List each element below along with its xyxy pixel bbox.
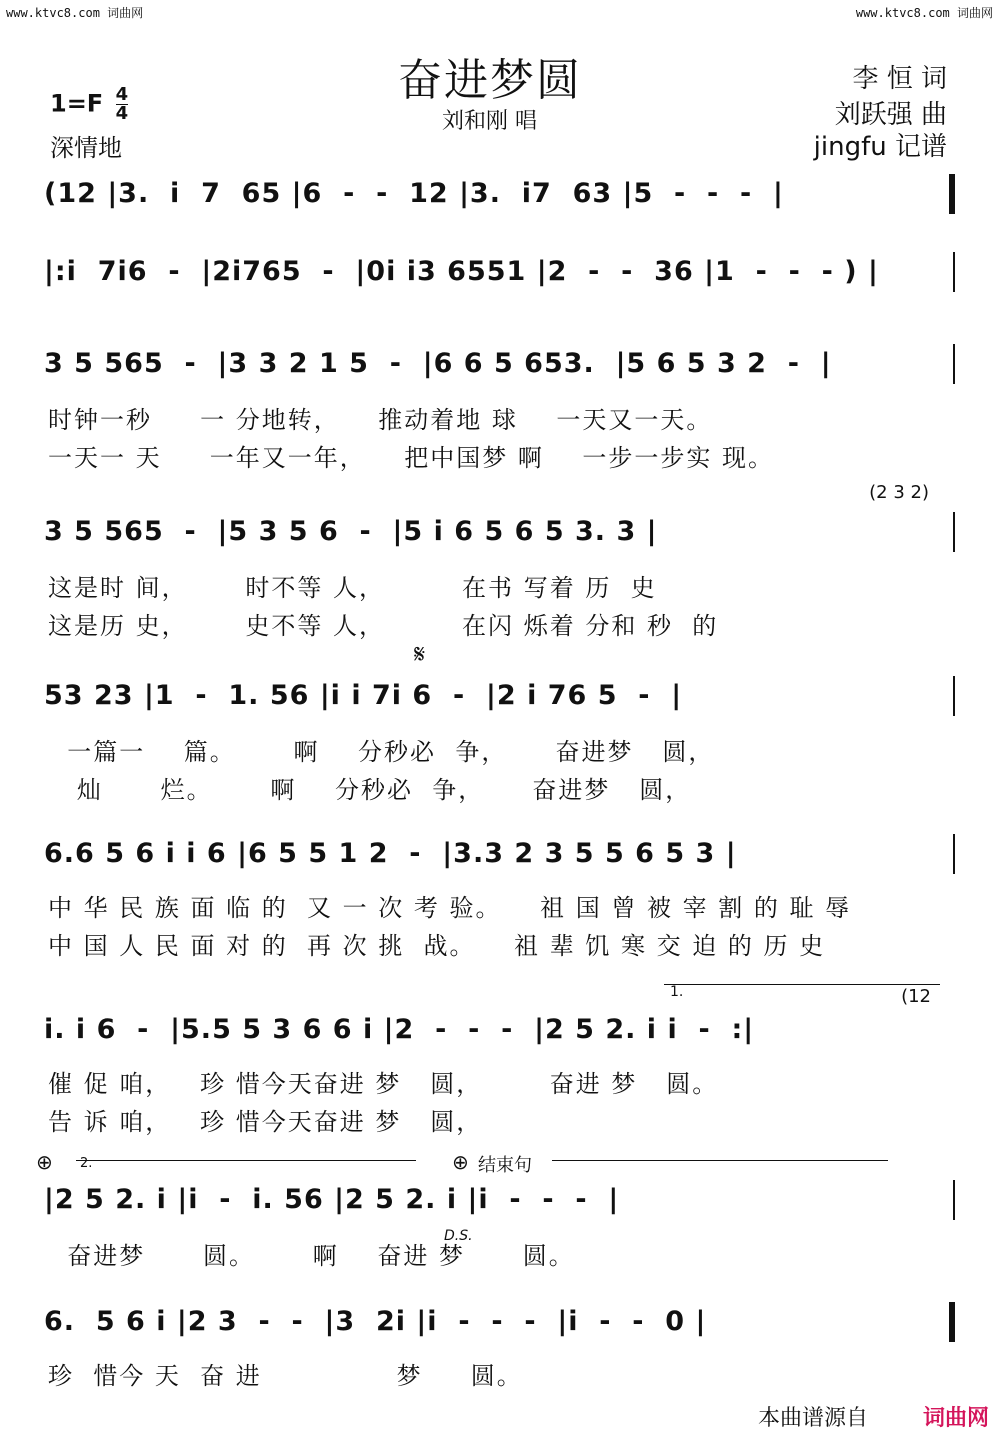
- coda-icon: ⊕: [36, 1150, 53, 1174]
- lyric-line-2: 一天一 天 一年又一年， 把中国梦 啊 一步一步实 现。: [48, 444, 775, 472]
- time-denominator: 4: [115, 103, 129, 124]
- tuplet-mark: (2 3 2): [869, 482, 929, 503]
- barline: [949, 174, 955, 214]
- segno-icon: 𝄋: [414, 640, 426, 670]
- coda-line: [552, 1160, 888, 1161]
- lyric-line-1: 中 华 民 族 面 临 的 又 一 次 考 验。 祖 国 曾 被 宰 割 的 耻 辱: [48, 894, 852, 922]
- lyric-line-2: 这是历 史， 史不等 人， 在闪 烁着 分和 秒 的: [48, 612, 719, 640]
- notation-line: (12 |3. i 7 65 |6 - - 12 |3. i7 63 |5 - - - |: [44, 178, 784, 209]
- final-barline: [949, 1302, 955, 1342]
- notation-line: 3 5 565 - |3 3 2 1 5 - |6 6 5 653. |5 6 5 3 2 - |: [44, 348, 832, 379]
- lyric-line-1: 时钟一秒 一 分地转， 推动着地 球 一天又一天。: [48, 406, 713, 434]
- lyric-line-1: 这是时 间， 时不等 人， 在书 写着 历 史: [48, 574, 657, 602]
- barline: [953, 834, 955, 874]
- da-segno-mark: D.S.: [444, 1228, 473, 1244]
- transcriber-credit: jingfu 记谱: [813, 132, 947, 162]
- lyric-line-1: 一篇一 篇。 啊 分秒必 争， 奋进梦 圆，: [48, 738, 715, 766]
- volta-bracket: [664, 984, 940, 985]
- barline: [953, 676, 955, 716]
- lyric-line-1: 奋进梦 圆。 啊 奋进 梦 圆。: [48, 1242, 575, 1270]
- ending-label: 结束句: [478, 1155, 532, 1176]
- notation-line: 6.6 5 6 i i 6 |6 5 5 1 2 - |3.3 2 3 5 5 6 5 3 |: [44, 838, 737, 869]
- time-numerator: 4: [115, 84, 129, 105]
- singer-credit: 刘和刚 唱: [442, 109, 537, 134]
- notation-line: |:i 7i6 - |2i765 - |0i i3 6551 |2 - - 36 |1 - - - ) |: [44, 256, 879, 287]
- notation-line: i. i 6 - |5.5 5 3 6 6 i |2 - - - |2 5 2. i i - :|: [44, 1014, 755, 1045]
- lyric-line-2: 灿 烂。 啊 分秒必 争， 奋进梦 圆，: [48, 776, 692, 804]
- song-title: 奋进梦圆: [398, 55, 582, 106]
- lyric-line-1: 催 促 咱， 珍 惜今天奋进 梦 圆， 奋进 梦 圆。: [48, 1070, 719, 1098]
- notation-line: 6. 5 6 i |2 3 - - |3 2i |i - - - |i - - 0 |: [44, 1306, 707, 1337]
- lyric-line-2: 告 诉 咱， 珍 惜今天奋进 梦 圆，: [48, 1108, 483, 1136]
- barline: [953, 512, 955, 552]
- coda-icon: ⊕: [452, 1150, 469, 1174]
- volta-1-label: 1.: [670, 984, 684, 1000]
- barline: [953, 252, 955, 292]
- key-signature: [50, 86, 128, 123]
- lyric-line-1: 珍 惜今 天 奋 进 梦 圆。: [48, 1362, 523, 1390]
- notation-line: 53 23 |1 - 1. 56 |i i 7i 6 - |2 i 76 5 - |: [44, 680, 683, 711]
- volta-2-label: 2.: [80, 1156, 93, 1171]
- lyricist-credit: 李 恒 词: [852, 64, 947, 94]
- watermark-left: www.ktvc8.com 词曲网: [6, 6, 144, 20]
- barline: [953, 1180, 955, 1220]
- notation-line: 3 5 565 - |5 3 5 6 - |5 i 6 5 6 5 3. 3 |: [44, 516, 658, 547]
- coda-line: [76, 1160, 416, 1161]
- time-signature: [116, 86, 129, 123]
- barline: [953, 344, 955, 384]
- source-label: 本曲谱源自: [758, 1406, 869, 1431]
- lyric-line-2: 中 国 人 民 面 对 的 再 次 挑 战。 祖 辈 饥 寒 交 迫 的 历 史: [48, 932, 826, 960]
- watermark-right: www.ktvc8.com 词曲网: [855, 6, 993, 20]
- notation-line: |2 5 2. i |i - i. 56 |2 5 2. i |i - - - |: [44, 1184, 620, 1215]
- ending-start-mark: (12: [901, 986, 931, 1007]
- expression-mark: 深情地: [50, 134, 122, 162]
- key-label: 1=F: [50, 89, 104, 118]
- brand-logo: 词曲网: [922, 1406, 989, 1431]
- composer-credit: 刘跃强 曲: [834, 100, 947, 130]
